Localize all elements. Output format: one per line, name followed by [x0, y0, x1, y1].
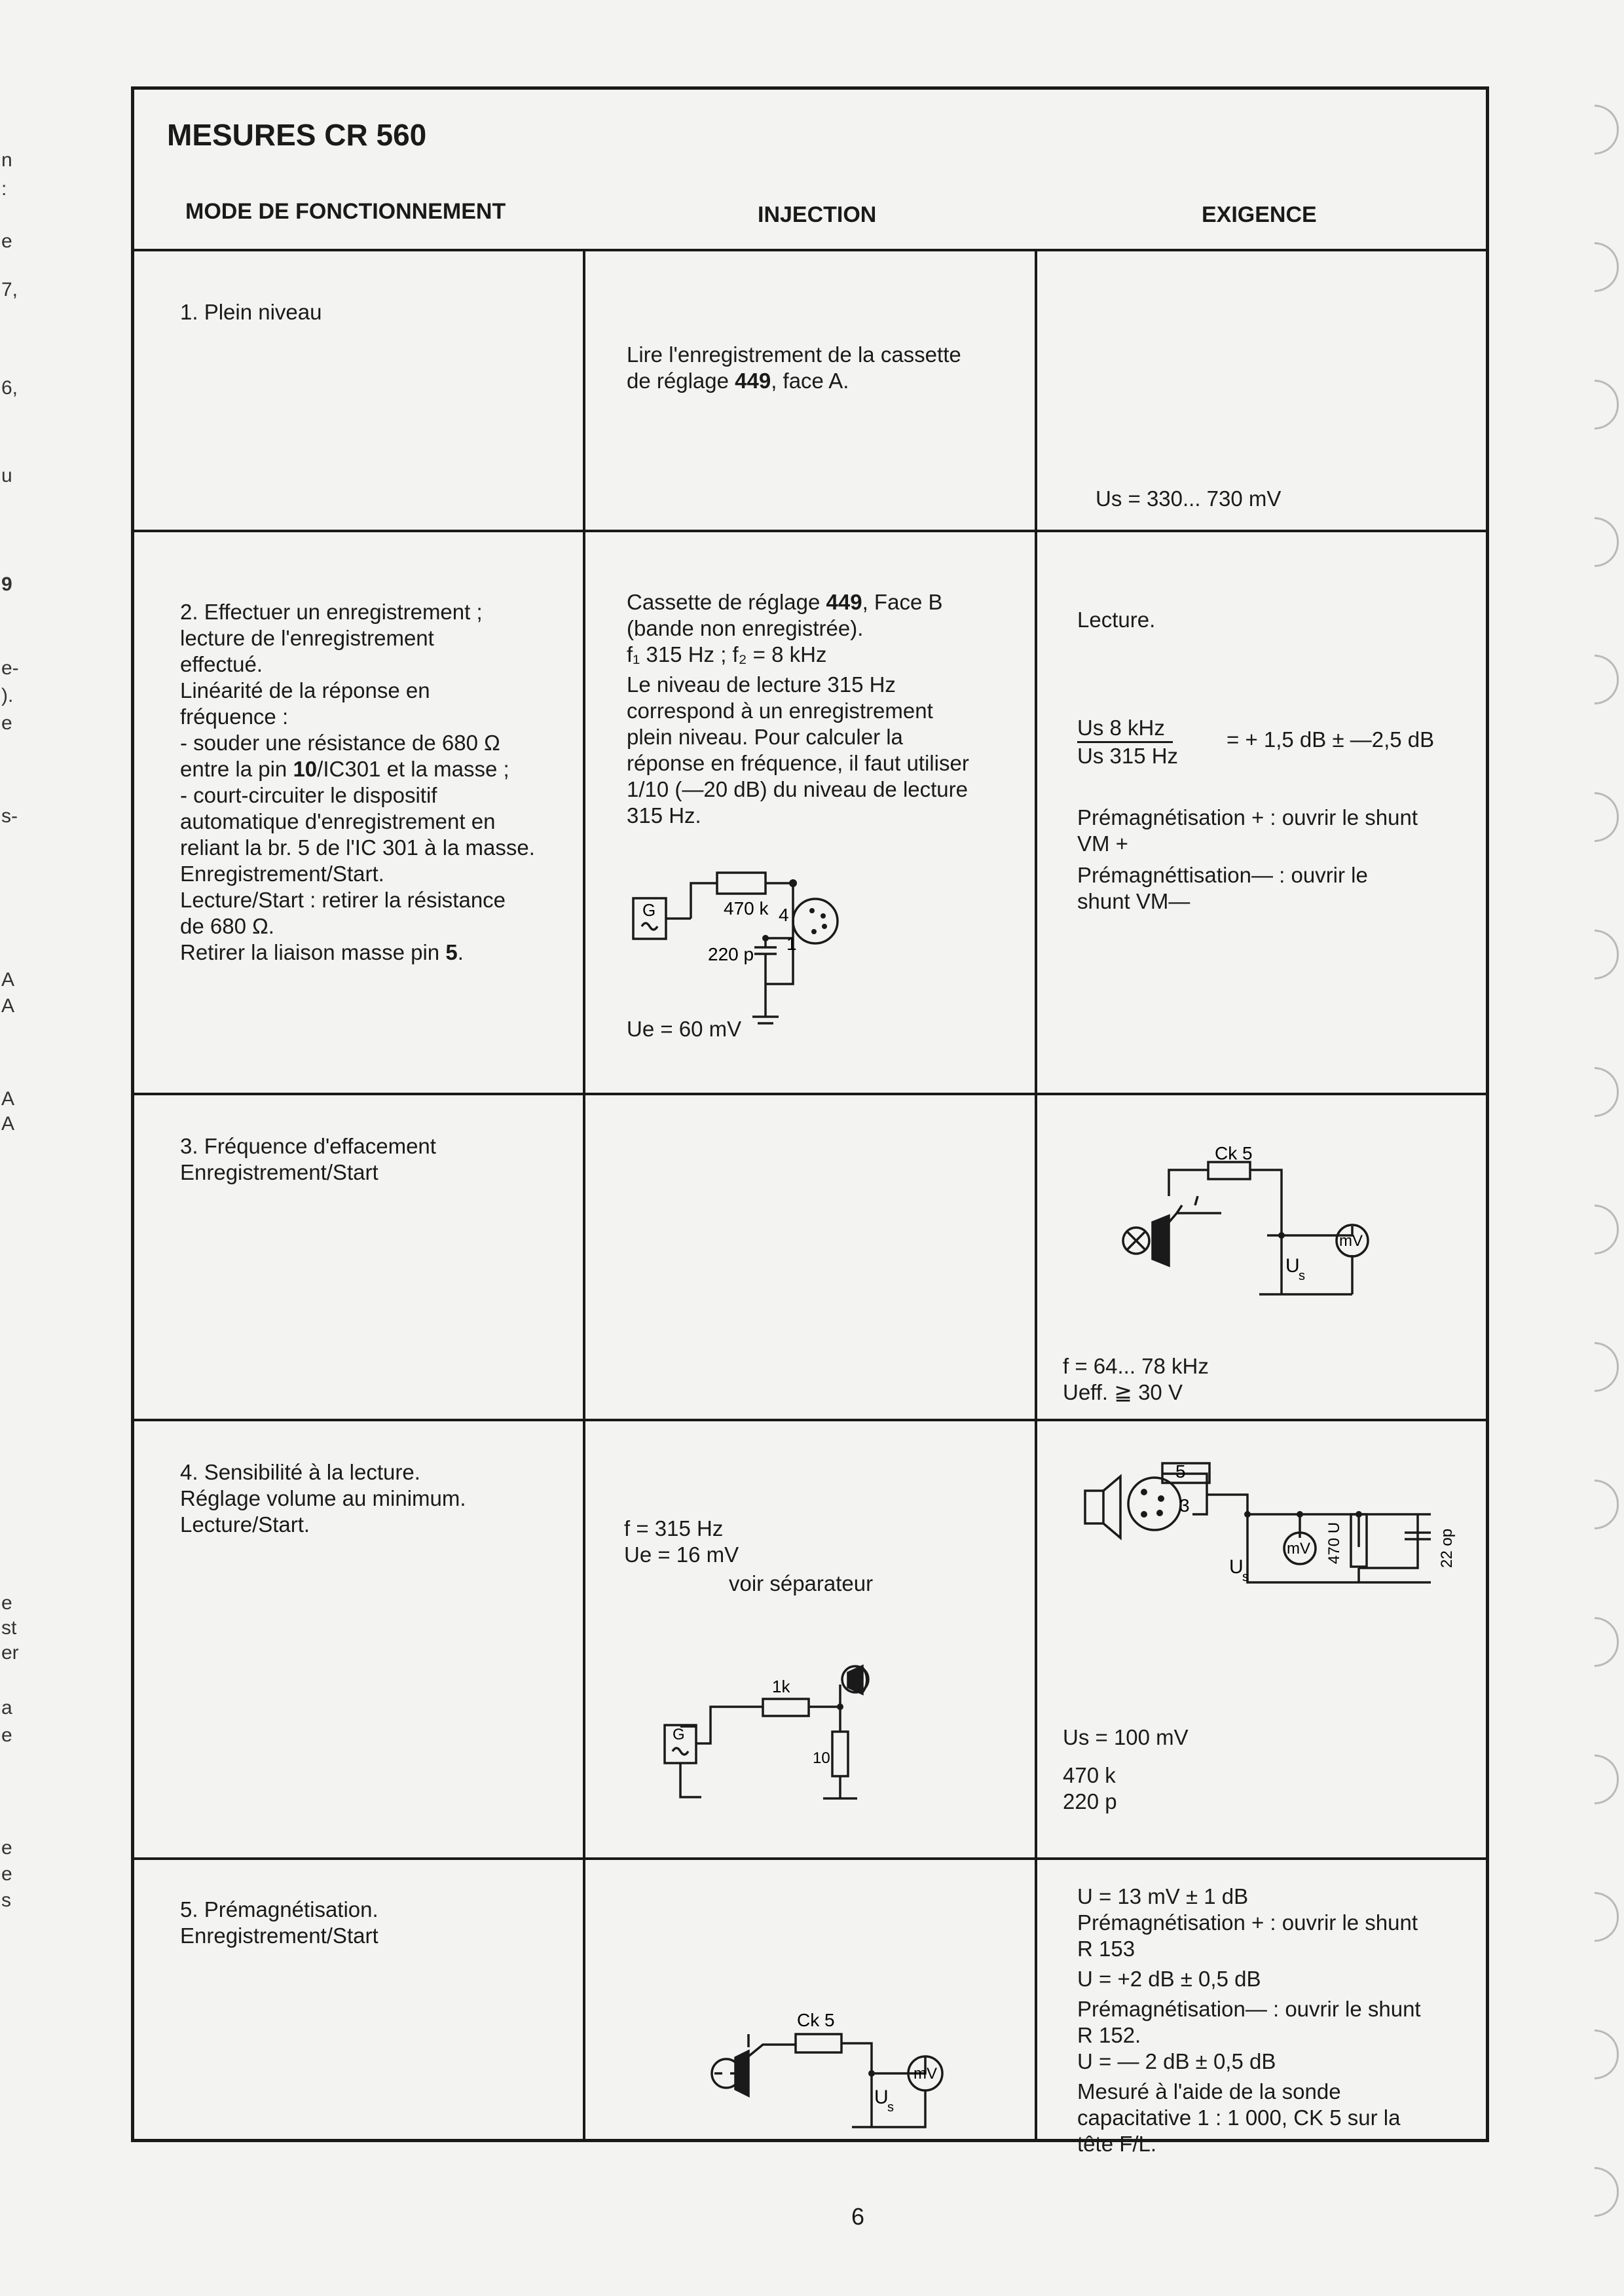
row4-injection: f = 315 Hz Ue = 16 mV [624, 1516, 739, 1567]
row4-injection-schematic [652, 1648, 959, 1825]
row1-injection: Lire l'enregistrement de la cassette de réglage 449, face A. [627, 342, 961, 393]
output-voltage-label: U [874, 2086, 889, 2108]
margin-glyph: e [1, 1863, 12, 1885]
resistor-label: 10 [813, 1749, 830, 1767]
ratio-tolerance: = + 1,5 dB ± —2,5 dB [1227, 727, 1435, 752]
row5-schematic [697, 1988, 972, 2139]
resistor-label: 1k [772, 1677, 790, 1696]
margin-glyph: e [1, 712, 12, 734]
pin-label: 3 [1179, 1495, 1190, 1516]
row-divider [134, 249, 1486, 251]
row1-mode: 1. Plein niveau [180, 300, 322, 324]
row-divider [134, 530, 1486, 532]
margin-glyph: : [1, 178, 7, 200]
ratio-denominator: Us 315 Hz [1077, 744, 1179, 768]
margin-glyph: 6, [1, 377, 18, 399]
row5-mode: 5. Prémagnétisation. Enregistrement/Start [180, 1897, 378, 1948]
meter-label: mV [1339, 1232, 1363, 1250]
probe-label: Ck 5 [1215, 1143, 1253, 1163]
margin-glyph: 9 [1, 574, 12, 595]
generator-label: G [642, 900, 656, 920]
pin-label: 1 [786, 934, 797, 954]
row4-exigence-schematic [1077, 1437, 1483, 1601]
capacitor-label: 220 p [708, 944, 754, 964]
margin-glyph: A [1, 969, 15, 991]
generator-label: G [673, 1726, 685, 1743]
margin-glyph: A [1, 995, 15, 1017]
column-divider [583, 249, 585, 2139]
margin-glyph: st [1, 1617, 17, 1639]
row4-exigence: Us = 100 mV 470 k 220 p [1063, 1725, 1189, 1813]
margin-glyph: e- [1, 657, 19, 679]
margin-glyph: s- [1, 805, 18, 827]
margin-glyph: e [1, 1592, 12, 1614]
row4-mode: 4. Sensibilité à la lecture. Réglage volume au minimum. Lecture/Start. [180, 1460, 466, 1537]
junction-dot [789, 879, 797, 887]
row2-exigence-shunts: Prémagnétisation + : ouvrir le shunt VM + Prémagnéttisation— : ouvrir le shunt VM— [1077, 805, 1418, 913]
junction-dot [762, 935, 769, 941]
margin-glyph: A [1, 1088, 15, 1110]
measurement-table [131, 86, 1489, 2156]
header-injection: INJECTION [758, 202, 877, 227]
row2-exigence-lecture: Lecture. [1077, 608, 1156, 632]
column-divider [1035, 249, 1037, 2139]
page-title: MESURES CR 560 [167, 118, 427, 152]
margin-glyph: n [1, 149, 12, 171]
margin-glyph: e [1, 230, 12, 252]
output-voltage-sub: s [1242, 1570, 1249, 1584]
resistor-label: 470 k [724, 898, 769, 919]
row2-injection-level: Ue = 60 mV [627, 1017, 742, 1041]
row2-injection: Cassette de réglage 449, Face B (bande non enregistrée). f₁ 315 Hz ; f₂ = 8 kHz Le niveau de lecture 315 Hz correspond à un enregistrement plein niveau. Pour calculer la réponse en fréquence, il faut utiliser 1/10 (—20 dB) du niveau de lecture 315 Hz. [627, 590, 969, 828]
probe-label: Ck 5 [797, 2010, 835, 2030]
row1-exigence: Us = 330... 730 mV [1096, 486, 1282, 511]
row3-schematic [1116, 1143, 1392, 1307]
margin-glyph: a [1, 1697, 12, 1719]
output-voltage-label: U [1285, 1255, 1300, 1277]
row3-exigence: f = 64... 78 kHz Ueff. ≧ 30 V [1063, 1354, 1209, 1404]
margin-glyph: er [1, 1642, 19, 1664]
response-ratio [1077, 715, 1435, 769]
header-mode: MODE DE FONCTIONNEMENT [185, 199, 506, 224]
row2-mode: 2. Effectuer un enregistrement ; lecture de l'enregistrement effectué. Linéarité de la réponse en fréquence : - souder une résistance de 680 Ω entre la pin 10/IC301 et la masse ; - court-circuiter le dispositif automatique d'enregistrement en reliant la br. 5 de l'IC 301 à la masse. Enregistrement/Start. Lecture/Start : retirer la résistance de 680 Ω. Retirer la liaison masse pin 5. [180, 600, 535, 964]
pin-label: 4 [779, 905, 789, 925]
capacitor-label: 22 op [1438, 1528, 1456, 1568]
margin-glyph: 7, [1, 279, 18, 301]
margin-glyph: u [1, 465, 12, 486]
row3-mode: 3. Fréquence d'effacement Enregistrement/Start [180, 1134, 436, 1184]
row5-exigence: U = 13 mV ± 1 dB Prémagnétisation + : ouvrir le shunt R 153 U = +2 dB ± 0,5 dB Prémagnétisation— : ouvrir le shunt R 152. U = — 2 dB ± 0,5 dB Mesuré à l'aide de la sonde capacitative 1 : 1 000, CK 5 sur la tête F/L. [1077, 1884, 1421, 2156]
pin-label: 5 [1175, 1461, 1186, 1482]
meter-label: mV [1287, 1540, 1310, 1558]
row4-injection-note: voir séparateur [729, 1571, 874, 1595]
margin-glyph: ). [1, 685, 14, 706]
ratio-numerator: Us 8 kHz [1077, 715, 1173, 743]
row-divider [134, 1419, 1486, 1421]
meter-label: mV [913, 2065, 937, 2083]
row-divider [134, 1093, 1486, 1095]
output-voltage-sub: s [1299, 1269, 1305, 1283]
output-voltage-label: U [1229, 1556, 1244, 1578]
output-voltage-sub: s [887, 2100, 894, 2115]
page-number: 6 [851, 2203, 865, 2230]
header-exigence: EXIGENCE [1202, 202, 1317, 227]
margin-glyph: e [1, 1724, 12, 1746]
margin-glyph: A [1, 1113, 15, 1135]
margin-glyph: e [1, 1837, 12, 1859]
resistor-label: 470 U [1325, 1522, 1343, 1564]
margin-glyph: s [1, 1889, 11, 1911]
row-divider [134, 1857, 1486, 1860]
